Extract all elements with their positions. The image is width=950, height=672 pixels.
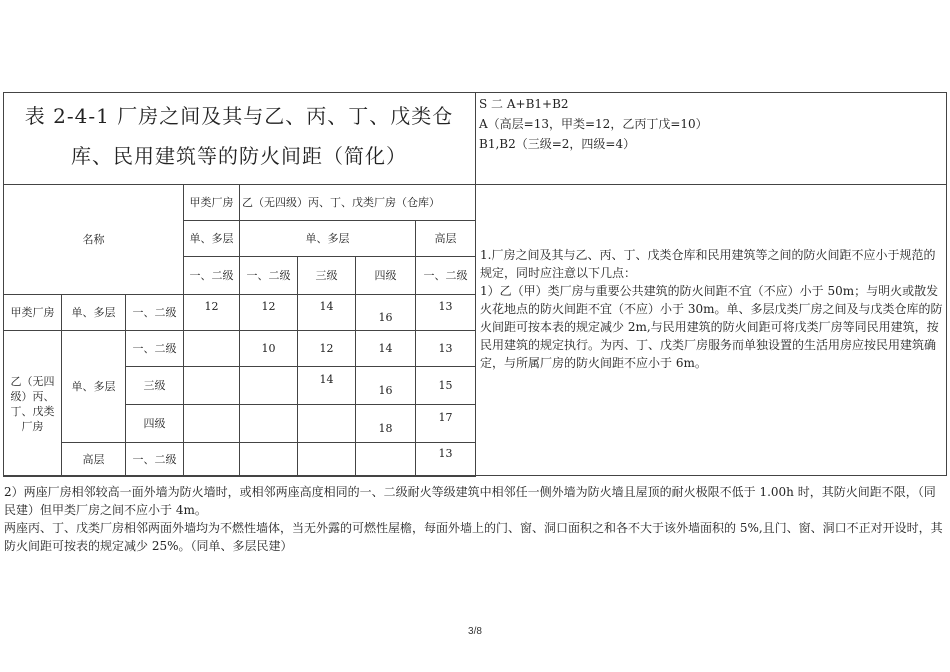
cell-value: 16 (378, 311, 393, 324)
cell-value: 10 (261, 342, 276, 355)
cell-value: 18 (378, 422, 393, 435)
cell-value: 14 (319, 300, 334, 313)
cell-value: 13 (438, 342, 453, 355)
table-cell (416, 443, 476, 477)
cell-value: 14 (319, 373, 334, 386)
row-grade: 四级 (126, 405, 184, 443)
table-cell (240, 405, 298, 443)
row-label-jia: 甲类厂房 (4, 295, 62, 331)
formula-block (479, 94, 708, 154)
cell-value: 15 (438, 379, 453, 392)
table-cell (184, 443, 240, 477)
jia-danduo-header: 单、多层 (184, 221, 240, 257)
table-cell (356, 443, 416, 477)
yi-class-header: 乙（无四级）丙、丁、戊类厂房（仓库） (240, 185, 476, 221)
cell-value: 17 (438, 411, 453, 424)
fire-distance-table (3, 184, 476, 477)
bottom-paragraph: 两座丙、丁、戊类厂房相邻两面外墙均为不燃性墙体，当无外露的可燃性屋檐，每面外墙上的门、窗、洞口面积之和各不大于该外墙面积的 5%,且门、窗、洞口不正对开设时，其防火间距可按表的规定减少 25%。（同单、多层民建） (4, 521, 943, 553)
bottom-paragraph: 2）两座厂房相邻较高一面外墙为防火墙时，或相邻两座高度相同的一、二级耐火等级建筑中相邻任一侧外墙为防火墙且屋顶的耐火极限不低于 1.00h 时，其防火间距不限，（同民建）但甲类厂房之间不应小于 4m。 (4, 485, 936, 517)
row-grade: 一、二级 (126, 331, 184, 367)
row-grade: 三级 (126, 367, 184, 405)
yi-gaoceng-header: 高层 (416, 221, 476, 257)
cell-value: 12 (204, 300, 219, 313)
table-cell (298, 295, 356, 331)
table-cell (184, 405, 240, 443)
formula-line: A（高层=13，甲类=12，乙丙丁戊=10） (479, 117, 708, 131)
formula-line: S 二 A+B1+B2 (479, 97, 569, 111)
table-cell (416, 367, 476, 405)
table-cell (298, 367, 356, 405)
grade-header: 一、二级 (416, 257, 476, 295)
table-title-line1: 表 2-4-1 厂房之间及其与乙、丙、丁、戊类仓 (24, 104, 454, 128)
cell-value: 13 (438, 300, 453, 313)
table-cell (356, 295, 416, 331)
formula-line: B1,B2（三级=2，四级=4） (479, 137, 636, 151)
note-paragraph: 1.厂房之间及其与乙、丙、丁、戊类仓库和民用建筑等之间的防火间距不应小于规范的规定，同时应注意以下几点： (480, 248, 936, 280)
table-title (4, 96, 474, 176)
cell-value: 16 (378, 384, 393, 397)
cell-value: 12 (261, 300, 276, 313)
row-sublabel: 单、多层 (62, 295, 126, 331)
row-sublabel: 单、多层 (62, 331, 126, 443)
yi-danduo-header: 单、多层 (240, 221, 416, 257)
table-cell (416, 405, 476, 443)
table-cell (356, 331, 416, 367)
table-cell (356, 367, 416, 405)
table-cell (416, 331, 476, 367)
table-cell (240, 331, 298, 367)
row-label-yi: 乙（无四级）丙、丁、戊类厂房 (4, 331, 62, 477)
row-grade: 一、二级 (126, 443, 184, 477)
row-grade: 一、二级 (126, 295, 184, 331)
cell-value: 12 (319, 342, 334, 355)
row-sublabel: 高层 (62, 443, 126, 477)
table-cell (184, 331, 240, 367)
name-header: 名称 (4, 185, 184, 295)
grade-header: 四级 (356, 257, 416, 295)
table-cell (298, 443, 356, 477)
table-cell (240, 443, 298, 477)
table-cell (416, 295, 476, 331)
notes-block (480, 246, 944, 372)
table-cell (356, 405, 416, 443)
cell-value: 14 (378, 342, 393, 355)
grade-header: 一、二级 (240, 257, 298, 295)
page-number: 3/8 (468, 626, 482, 637)
table-cell (184, 295, 240, 331)
jia-class-header: 甲类厂房 (184, 185, 240, 221)
bottom-notes (4, 483, 946, 555)
cell-value: 13 (438, 447, 453, 460)
table-cell (298, 405, 356, 443)
note-paragraph: 1）乙（甲）类厂房与重要公共建筑的防火间距不宜（不应）小于 50m；与明火或散发火花地点的防火间距不宜（不应）小于 30m。单、多层戊类厂房之间及与戊类仓库的防火间距可按本表的规定减少 2m,与民用建筑的防火间距可将戊类厂房等同民用建筑，按民用建筑的规定执行。为丙、丁、戊类厂房服务而单独设置的生活用房应按民用建筑确定，与所属厂房的防火间距不应小于 6m。 (480, 284, 943, 370)
grade-header: 一、二级 (184, 257, 240, 295)
table-title-line2: 库、民用建筑等的防火间距（简化） (71, 144, 407, 168)
table-cell (184, 367, 240, 405)
grade-header: 三级 (298, 257, 356, 295)
table-cell (240, 367, 298, 405)
table-cell (298, 331, 356, 367)
table-cell (240, 295, 298, 331)
